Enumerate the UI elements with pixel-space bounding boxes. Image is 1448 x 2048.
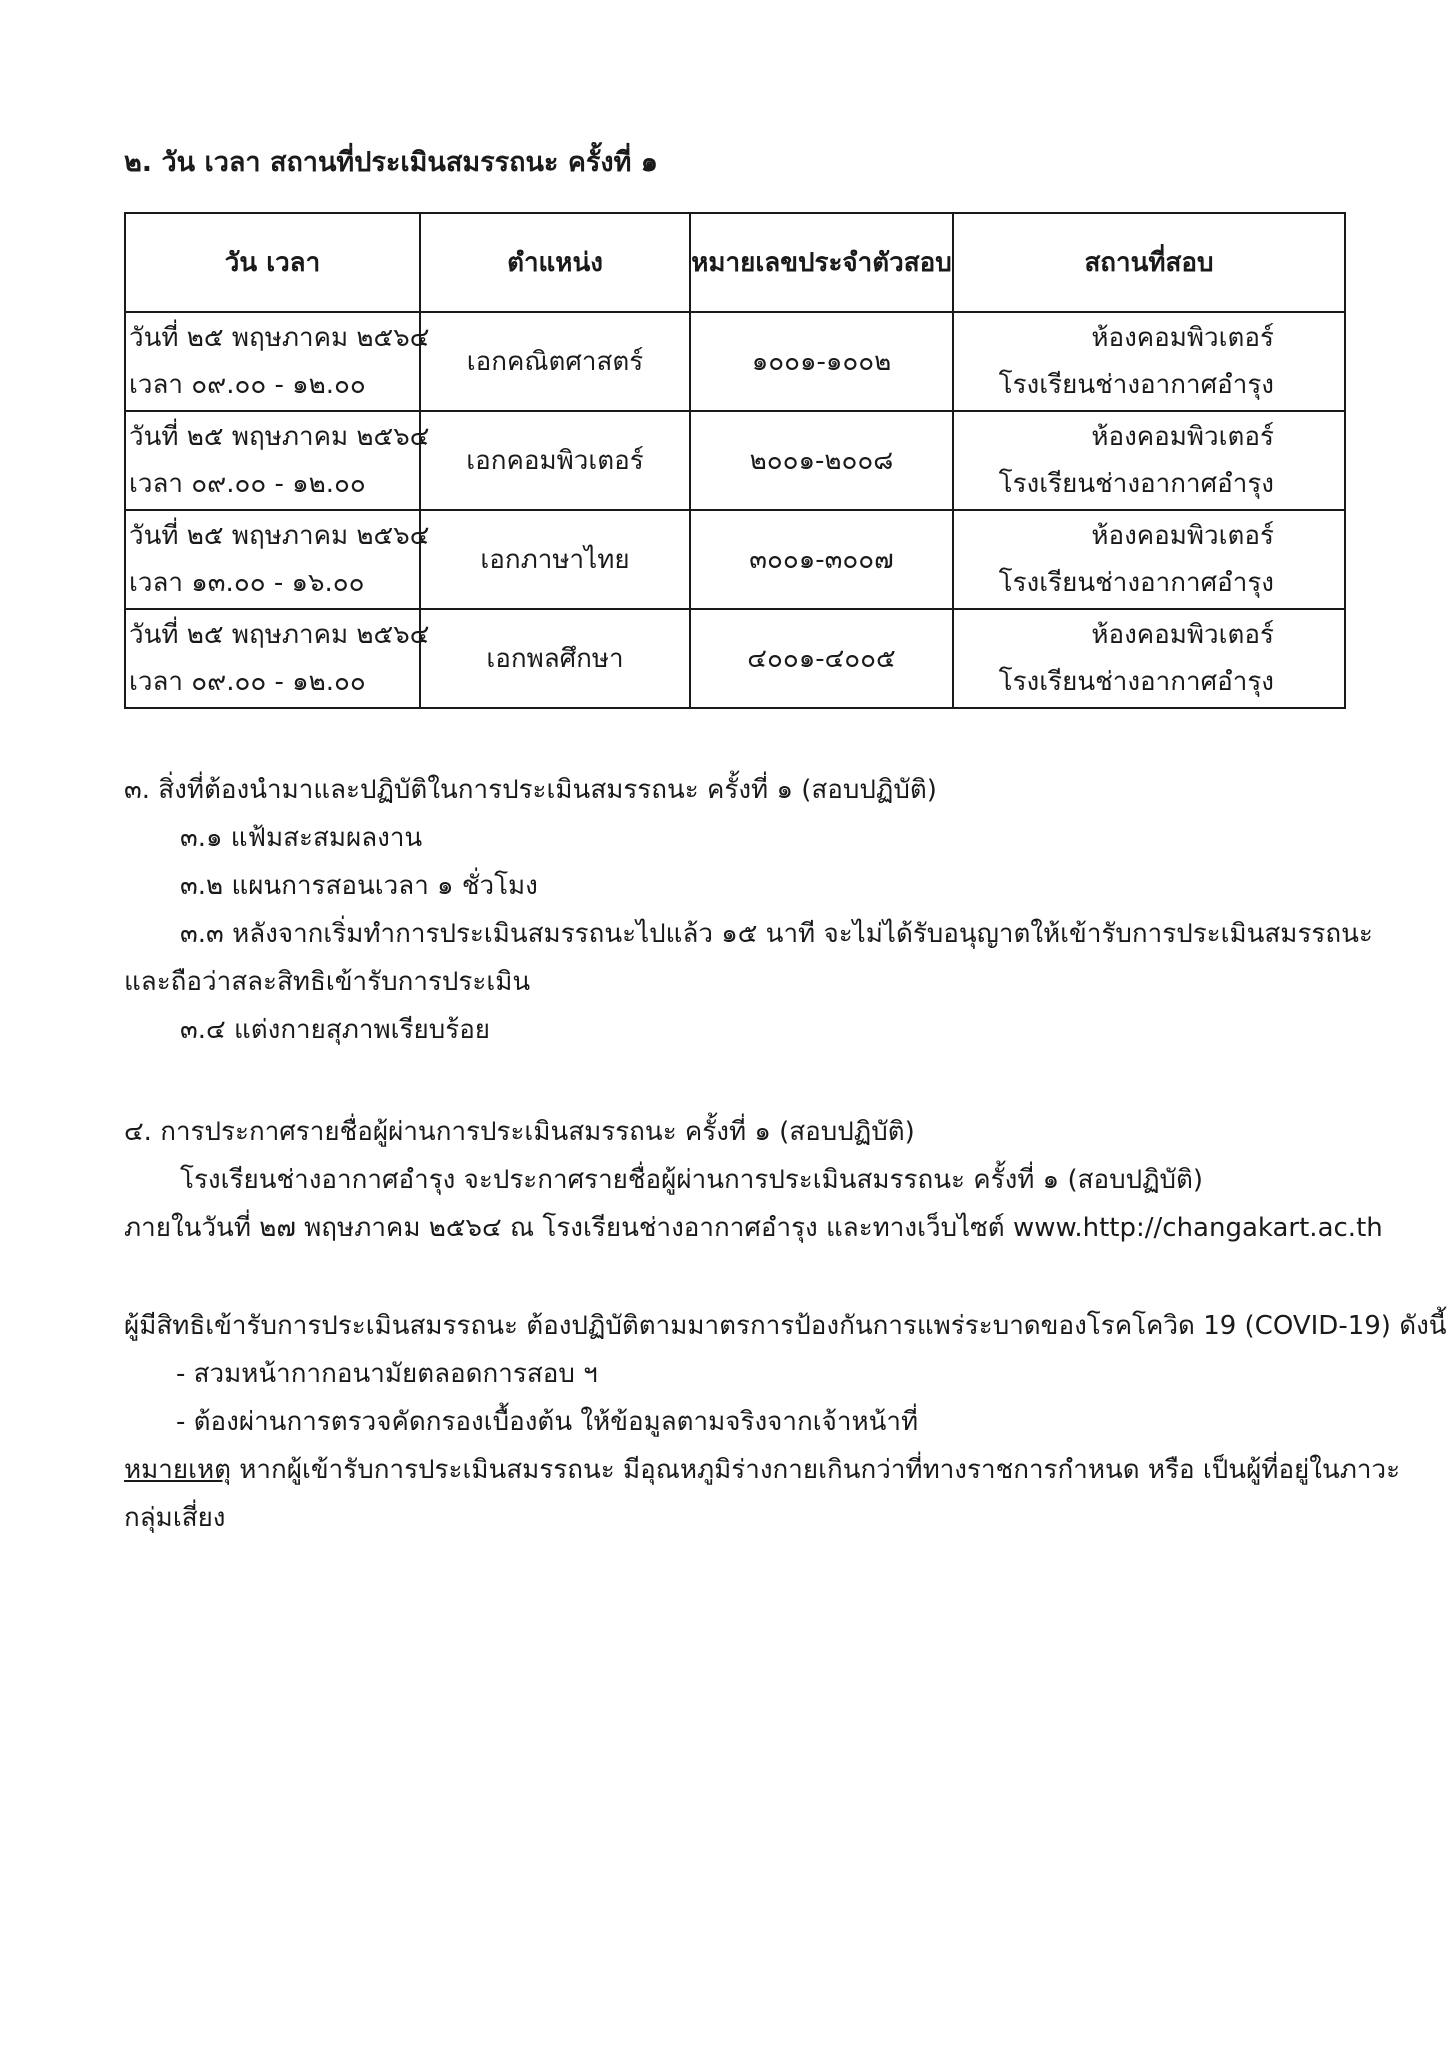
table-row [125, 411, 1345, 510]
header-location: สถานที่สอบ [953, 213, 1345, 312]
cell-position: เอกพลศึกษา [420, 609, 690, 708]
location-room: ห้องคอมพิวเตอร์ [1091, 421, 1274, 452]
cell-location [953, 510, 1345, 609]
section-3-item-3-line-1: ๓.๓ หลังจากเริ่มทำการประเมินสมรรถนะไปแล้ว ๑๕ นาที จะไม่ได้รับอนุญาตให้เข้ารับการประเมินสมรรถนะ [180, 919, 1373, 949]
location-room: ห้องคอมพิวเตอร์ [1091, 322, 1274, 353]
location-school: โรงเรียนช่างอากาศอำรุง [998, 567, 1274, 598]
cell-datetime [125, 510, 430, 609]
section-3 [124, 766, 1373, 1054]
header-datetime: วัน เวลา [125, 213, 420, 312]
header-position: ตำแหน่ง [420, 213, 690, 312]
date-text: วันที่ ๒๕ พฤษภาคม ๒๕๖๔ [129, 421, 430, 452]
cell-exam-id: ๑๐๐๑-๑๐๐๒ [690, 312, 953, 411]
location-school: โรงเรียนช่างอากาศอำรุง [998, 369, 1274, 400]
cell-position: เอกคณิตศาสตร์ [420, 312, 690, 411]
cell-position: เอกภาษาไทย [420, 510, 690, 609]
note-text: หากผู้เข้ารับการประเมินสมรรถนะ มีอุณหภูมิร่างกายเกินกว่าที่ทางราชการกำหนด หรือ เป็นผู้ที่อยู่ในภาวะ [231, 1455, 1401, 1485]
cell-datetime [125, 411, 430, 510]
cell-datetime [125, 609, 430, 708]
exam-schedule-table [124, 212, 1346, 709]
section-4-line-1: โรงเรียนช่างอากาศอำรุง จะประกาศรายชื่อผู้ผ่านการประเมินสมรรถนะ ครั้งที่ ๑ (สอบปฏิบัติ) [180, 1165, 1204, 1195]
time-text: เวลา ๐๙.๐๐ - ๑๒.๐๐ [129, 666, 366, 697]
location-school: โรงเรียนช่างอากาศอำรุง [998, 468, 1274, 499]
section-3-item-3-line-2: และถือว่าสละสิทธิเข้ารับการประเมิน [124, 967, 531, 997]
cell-location [953, 411, 1345, 510]
section-2-heading: ๒. วัน เวลา สถานที่ประเมินสมรรถนะ ครั้งที่ ๑ [124, 147, 658, 178]
time-text: เวลา ๑๓.๐๐ - ๑๖.๐๐ [129, 567, 365, 598]
header-exam-id: หมายเลขประจำตัวสอบ [690, 213, 953, 312]
cell-exam-id: ๔๐๐๑-๔๐๐๕ [690, 609, 953, 708]
cell-location [953, 609, 1345, 708]
time-text: เวลา ๐๙.๐๐ - ๑๒.๐๐ [129, 369, 366, 400]
section-3-heading: ๓. สิ่งที่ต้องนำมาและปฏิบัติในการประเมินสมรรถนะ ครั้งที่ ๑ (สอบปฏิบัติ) [124, 775, 937, 805]
section-4-line-2: ภายในวันที่ ๒๗ พฤษภาคม ๒๕๖๔ ณ โรงเรียนช่างอากาศอำรุง และทางเว็บไซต์ www.http://changakart.ac.th [124, 1213, 1383, 1243]
table-row [125, 510, 1345, 609]
section-3-item-2: ๓.๒ แผนการสอนเวลา ๑ ชั่วโมง [180, 871, 538, 901]
covid-bullet-2: - ต้องผ่านการตรวจคัดกรองเบื้องต้น ให้ข้อมูลตามจริงจากเจ้าหน้าที่ [176, 1407, 919, 1437]
covid-bullet-1: - สวมหน้ากากอนามัยตลอดการสอบ ฯ [176, 1359, 598, 1389]
note-line-2: กลุ่มเสี่ยง [124, 1503, 226, 1533]
date-text: วันที่ ๒๕ พฤษภาคม ๒๕๖๔ [129, 619, 430, 650]
note-line-1 [124, 1446, 1401, 1494]
covid-measures [124, 1302, 1447, 1542]
location-room: ห้องคอมพิวเตอร์ [1091, 520, 1274, 551]
date-text: วันที่ ๒๕ พฤษภาคม ๒๕๖๔ [129, 520, 430, 551]
table-row [125, 312, 1345, 411]
date-text: วันที่ ๒๕ พฤษภาคม ๒๕๖๔ [129, 322, 430, 353]
location-school: โรงเรียนช่างอากาศอำรุง [998, 666, 1274, 697]
covid-intro: ผู้มีสิทธิเข้ารับการประเมินสมรรถนะ ต้องปฏิบัติตามมาตรการป้องกันการแพร่ระบาดของโรคโควิด 19 (COVID-19) ดังนี้ [124, 1311, 1447, 1341]
section-4-heading: ๔. การประกาศรายชื่อผู้ผ่านการประเมินสมรรถนะ ครั้งที่ ๑ (สอบปฏิบัติ) [124, 1117, 915, 1147]
cell-exam-id: ๒๐๐๑-๒๐๐๘ [690, 411, 953, 510]
cell-exam-id: ๓๐๐๑-๓๐๐๗ [690, 510, 953, 609]
cell-location [953, 312, 1345, 411]
table-header-row [125, 213, 1345, 312]
table-row [125, 609, 1345, 708]
cell-datetime [125, 312, 430, 411]
section-3-item-4: ๓.๔ แต่งกายสุภาพเรียบร้อย [180, 1015, 491, 1045]
note-label: หมายเหตุ [124, 1455, 232, 1485]
time-text: เวลา ๐๙.๐๐ - ๑๒.๐๐ [129, 468, 366, 499]
location-room: ห้องคอมพิวเตอร์ [1091, 619, 1274, 650]
cell-position: เอกคอมพิวเตอร์ [420, 411, 690, 510]
section-4 [124, 1108, 1383, 1252]
section-3-item-1: ๓.๑ แฟ้มสะสมผลงาน [180, 823, 423, 853]
